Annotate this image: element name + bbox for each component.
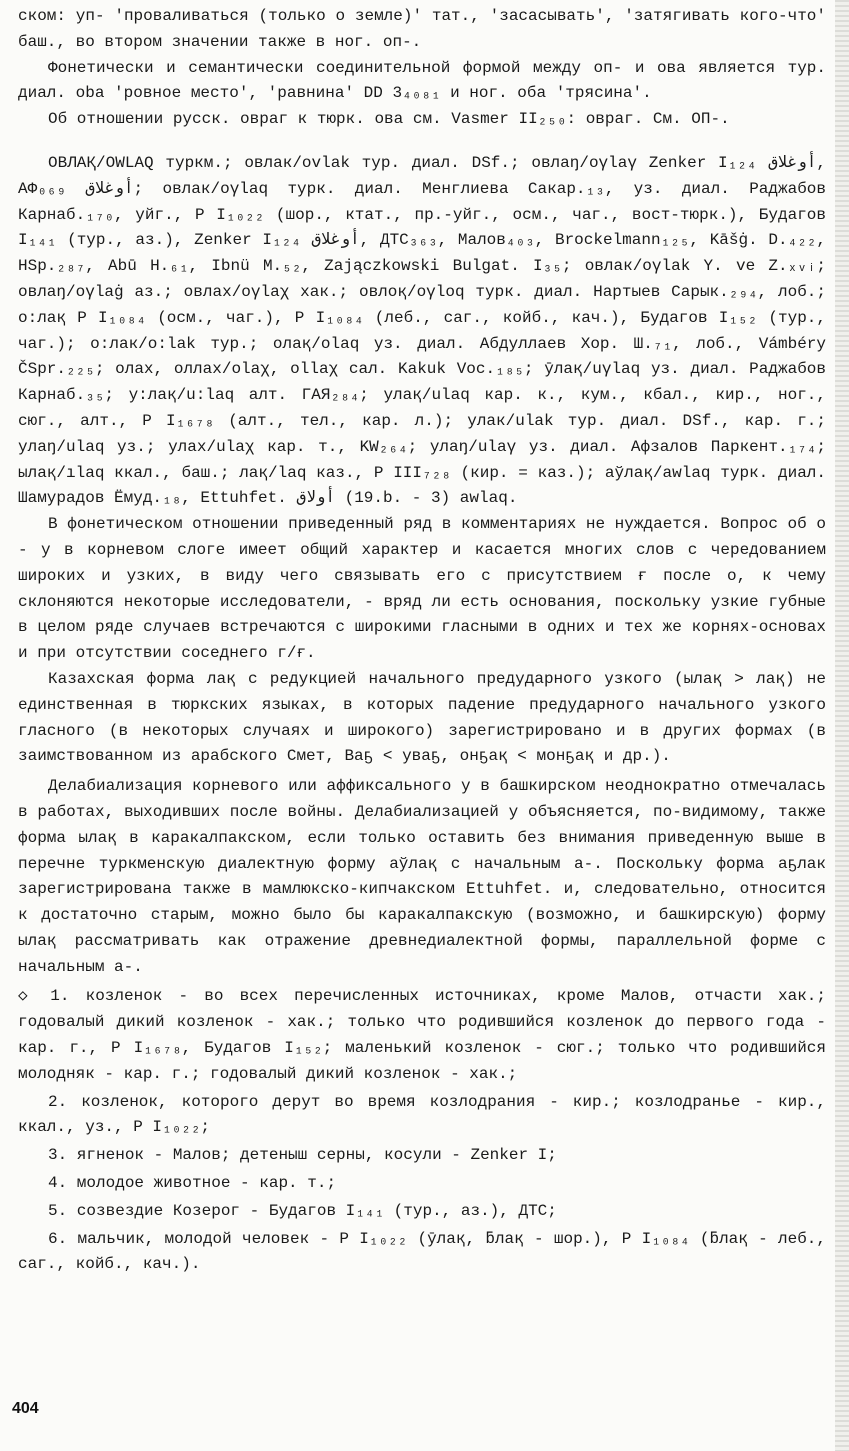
paragraph-delabialization: Делабиализация корневого или аффиксального у в башкирском неоднократно отмечалась в работах, выходивших после войны. Делабиализацией у объясняется, по-видимому, также форма ылақ в каракалпакском, если только оставить без внимания приведенную выше в перечне туркменскую диалектную форму аўлақ с начальным а-. Поскольку форма аҕлак зарегистрирована также в мамлюкско-кипчакском Ettuhfet. и, следовательно, относится к достаточно старым, можно было бы каракалпакскую (возможно, и башкирскую) форму ылақ рассматривать как отражение древнедиалектной формы, параллельной форме с начальным а-. (18, 777, 826, 976)
meaning-1: ◇ 1. козленок - во всех перечисленных источниках, кроме Малов, отчасти хак.; годовалый дикий козленок - хак.; только что родившийся козленок до первого года - кар. г., Р I₁₆₇₈, Будагов I₁₅₂; маленький козленок - сюг.; только что родившийся молодняк - кар. г.; годовалый дикий козленок - хак.; (18, 987, 826, 1083)
meaning-3: 3. ягненок - Малов; детеныш серны, косули - Zenker I; (48, 1146, 557, 1165)
paragraph-phonetic-comment: В фонетическом отношении приведенный ряд в комментариях не нуждается. Вопрос об о - у в корневом слоге имеет общий характер и касается многих слов с чередованием широких и узких, в виду чего связывать его с присутствием ғ после о, к чему склоняются некоторые исследователи, - вряд ли есть основания, поскольку узкие губные в целом ряде случаев встречаются с широкими гласными в одних и тех же корнях-основах и при отсутствии соседнего г/ғ. (18, 515, 826, 663)
paragraph-russian-ovrag: Об отношении русск. овраг к тюрк. ова см. Vasmer II₂₅₀: овраг. См. ОП-. (48, 110, 730, 129)
meaning-6: 6. мальчик, молодой человек - Р I₁₀₂₂ (ӯлақ, ƃлақ - шор.), Р I₁₀₈₄ (ƃлақ - леб., саг., койб., кач.). (18, 1229, 826, 1274)
paragraph-continuation: ском: уп- 'проваливаться (только о земле)' тат., 'засасывать', 'затягивать кого-что' баш., во втором значении также в ног. оп-. (18, 7, 826, 51)
scan-edge-shadow (835, 0, 849, 1451)
page-body (18, 4, 826, 1278)
meaning-4: 4. молодое животное - кар. т.; (48, 1174, 337, 1193)
entry-headword-forms: ОВЛАҚ/OWLAQ туркм.; овлак/ovlak тур. диал. DSf.; овлаŋ/oγlaγ Zenker I₁₂₄ أوغلاق, АФ₀₆₉ أوغلاق; овлак/oγlaq турк. диал. Менглиева Сакар.₁₃, уз. диал. Раджабов Карнаб.₁₇₀, уйг., Р I₁₀₂₂ (шор., ктат., пр.-уйг., осм., чаг., вост-тюрк.), Будагов I₁₄₁ (тур., аз.), Zenker I₁₂₄ أوغلاق, ДТС₃₆₃, Малов₄₀₃, Brockelmann₁₂₅, Kāšġ. D.₄₂₂, HSp.₂₈₇, Abū H.₆₁, Ibnü M.₅₂, Zajączkowski Bulgat. I₃₅; овлак/oγlak Y. ve Z.ₓᵥᵢ; овлаŋ/oγlaġ аз.; овлах/oγlaχ хак.; овлоқ/oγloq турк. диал. Нартыев Сарык.₂₉₄, лоб.; о:лақ Р I₁₀₈₄ (осм., чаг.), Р I₁₀₈₄ (леб., саг., койб., кач.), Будагов I₁₅₂ (тур., чаг.); о:лак/o:lak тур.; олақ/olaq уз. диал. Абдуллаев Хор. Ш.₇₁, лоб., Vámbéry ČSpr.₂₂₅; олах, оллах/olaχ, ollaχ сал. Kakuk Voc.₁₈₅; ӯлақ/uγlaq уз. диал. Раджабов Карнаб.₃₅; у:лақ/u:laq алт. ГАЯ₂₈₄; улақ/ulaq кар. к., кум., кбал., кир., ног., сюг., алт., Р I₁₆₇₈ (алт., тел., кар. л.); улак/ulak тур. диал. DSf., кар. г.; улаŋ/ulaq уз.; улах/ulaχ кар. т., KW₂₆₄; улаŋ/ulaγ уз. диал. Афзалов Паркент.₁₇₄; ылақ/ılaq ккал., баш.; лақ/laq каз., Р III₇₂₈ (кир. = каз.); аўлақ/awlaq турк. диал. Шамурадов Ёмуд.₁₈, Ettuhfet. أولاق (19.b. - 3) awlaq. (18, 153, 827, 508)
page-number: 404 (12, 1400, 39, 1417)
meaning-2: 2. козленок, которого дерут во время козлодрания - кир.; козлодранье - кир., ккал., уз., Р I₁₀₂₂; (18, 1092, 826, 1137)
meaning-5: 5. созвездие Козерог - Будагов I₁₄₁ (тур., аз.), ДТС; (48, 1201, 557, 1220)
paragraph-phonetic-link: Фонетически и семантически соединительной формой между оп- и ова является тур. диал. oba 'ровное место', 'равнина' DD 3₄₀₈₁ и ног. оба 'трясина'. (18, 58, 826, 103)
paragraph-kazakh-form: Казахская форма лақ с редукцией начального предударного узкого (ылақ > лақ) не единственная в тюркских языках, в которых падение предударного начального узкого гласного (в некоторых случаях и широкого) зарегистрировано и в других формах (в заимствованном из арабского Смет, Ваҕ < уваҕ, онҕақ < монҕақ и др.). (18, 669, 826, 766)
